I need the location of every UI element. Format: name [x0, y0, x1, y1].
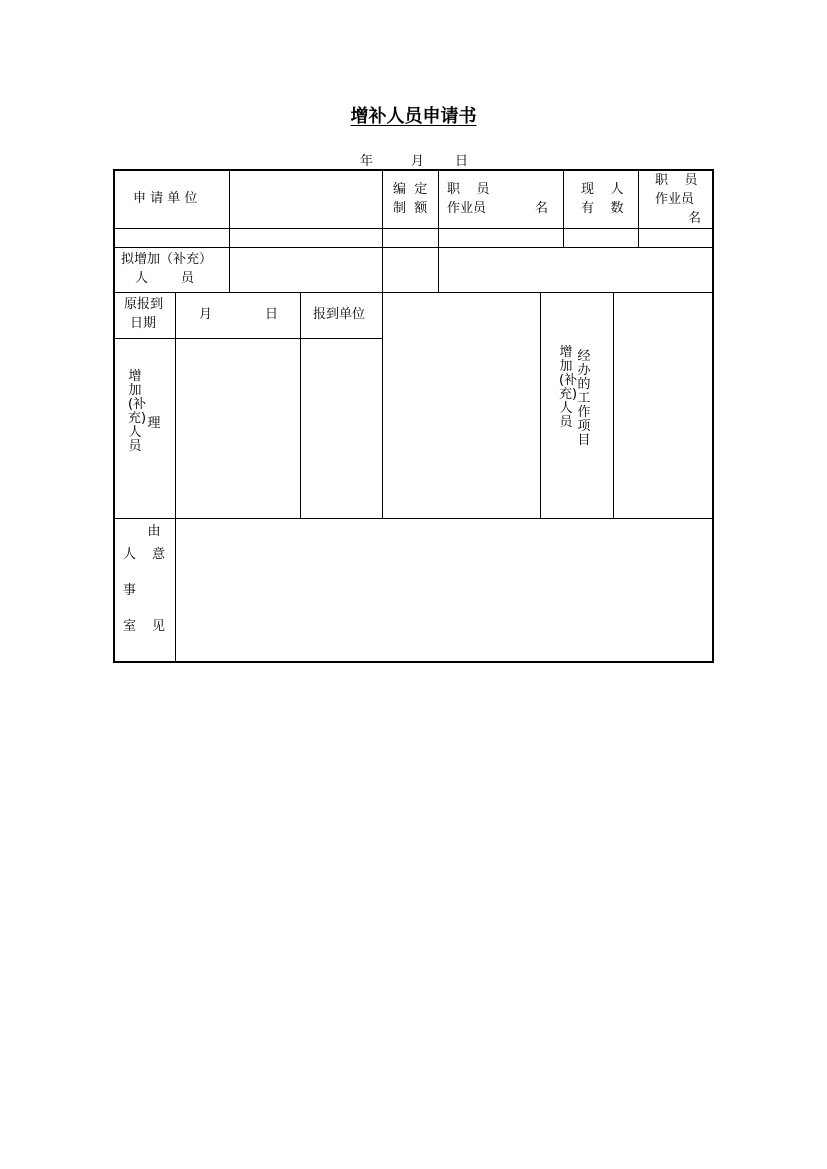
staff-label: 职 员 — [447, 182, 490, 197]
work-items-label-col1: 经办的工作项目 — [577, 349, 591, 448]
current-label-line1: 现 人 — [581, 182, 624, 197]
report-month-label: 月 — [199, 307, 213, 322]
page-title: 增补人员申请书 — [350, 106, 477, 127]
date-month-label: 月 — [411, 154, 425, 169]
current-label-line2: 有 数 — [581, 201, 624, 216]
date-day-label: 日 — [455, 154, 469, 169]
hr-label-yi: 意 — [152, 547, 166, 562]
current-staff-label: 职 员 — [655, 173, 698, 188]
proposed-label-line2: 人 员 — [135, 271, 195, 286]
persons-unit-label: 名 — [535, 201, 549, 216]
table-border — [113, 169, 714, 663]
hr-label-jian: 见 — [152, 619, 166, 634]
report-date-label-line1: 原报到 — [124, 297, 164, 312]
hr-label-shi2: 室 — [123, 619, 137, 634]
quota-label-line1: 编 定 — [393, 182, 428, 197]
report-day-label: 日 — [265, 307, 279, 322]
applicant-unit-label: 申 请 单 位 — [133, 191, 198, 206]
report-date-label-line2: 日期 — [130, 316, 157, 331]
report-unit-label: 报到单位 — [313, 307, 366, 322]
quota-label-line2: 制 额 — [393, 201, 428, 216]
work-items-label-col2: 增加(补充)人员 — [559, 345, 578, 430]
reason-label-col2: 理由 — [147, 416, 161, 539]
reason-label-col1: 增加(补充)人员 — [128, 369, 147, 454]
current-persons-unit-label: 名 — [688, 211, 702, 226]
hr-label-ren: 人 — [123, 547, 137, 562]
proposed-label-line1: 拟增加（补充） — [121, 252, 213, 267]
date-year-label: 年 — [360, 154, 374, 169]
worker-label: 作业员 — [447, 201, 487, 216]
current-worker-label: 作业员 — [655, 192, 695, 207]
hr-label-shi: 事 — [123, 583, 137, 598]
